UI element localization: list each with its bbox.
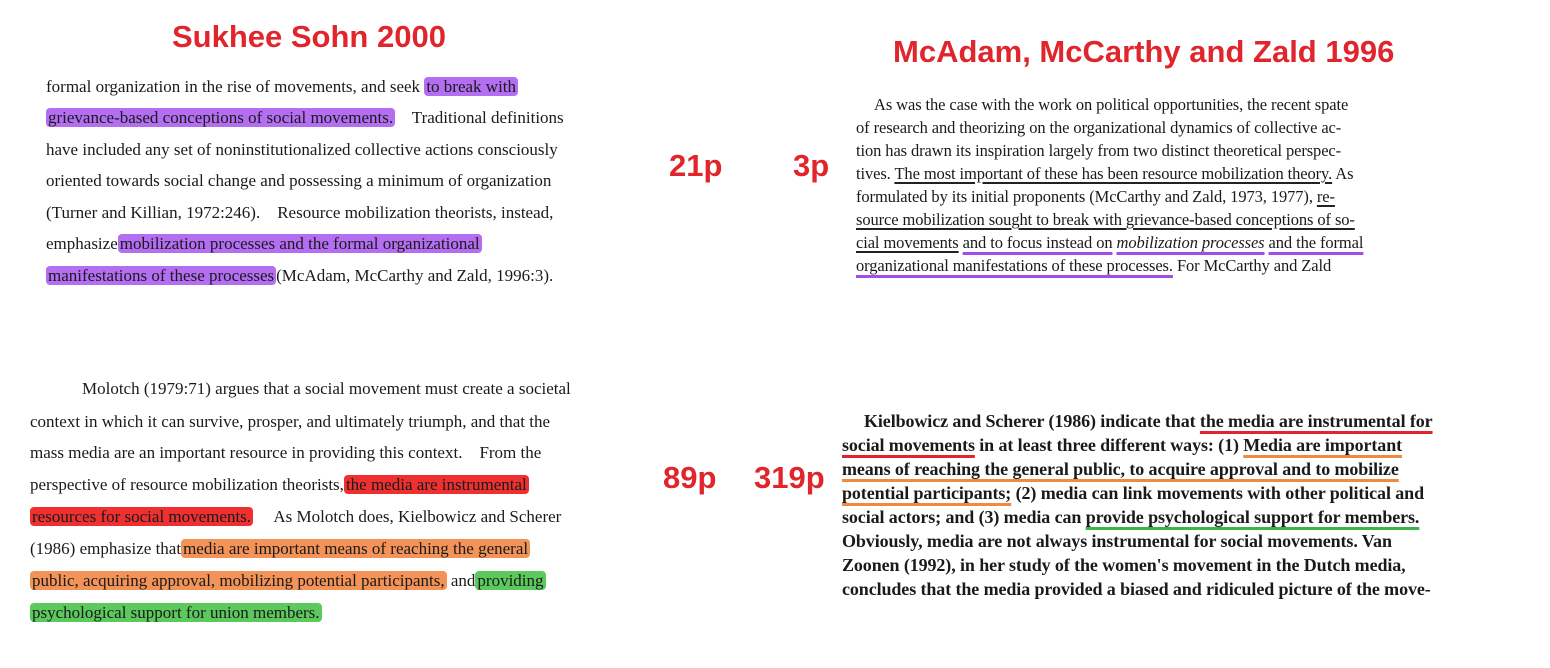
left-author-heading: Sukhee Sohn 2000 (172, 19, 446, 54)
green-highlight: providing (477, 571, 544, 590)
text-span: formulated by its initial proponents (McCarthy and Zald, 1973, 1977), (856, 187, 1313, 206)
text-span: (1986) emphasize that (30, 539, 182, 558)
text-span: Traditional definitions (411, 108, 564, 127)
text-span: emphasize (46, 234, 118, 253)
sohn-top-excerpt (46, 76, 666, 296)
purple-highlight: grievance-based conceptions of social movements. (48, 108, 394, 127)
text-line: Molotch (1979:71) argues that a social movement must create a societal (82, 379, 571, 398)
black-underline: cial movements (856, 233, 959, 252)
right-author-heading: McAdam, McCarthy and Zald 1996 (893, 34, 1395, 69)
text-line: have included any set of noninstitutionalized collective actions consciously (46, 140, 558, 159)
green-highlight: psychological support for union members. (32, 603, 320, 622)
page-label-top-right: 3p (793, 148, 830, 183)
black-underline: The most important of these has been resource mobilization theory. (894, 164, 1333, 183)
purple-underline: mobilization processes (1116, 233, 1265, 252)
text-span: As Molotch does, Kielbowicz and Scherer (273, 507, 562, 526)
kielbowicz-bottom-excerpt (842, 410, 1507, 610)
text-span: social actors; and (3) media can (842, 507, 1082, 527)
sohn-bottom-excerpt (30, 378, 660, 638)
text-line: concludes that the media provided a biased and ridiculed picture of the move- (842, 579, 1431, 599)
page-label-bottom-left: 89p (663, 460, 717, 495)
text-line: Zoonen (1992), in her study of the women's movement in the Dutch media, (842, 555, 1406, 575)
orange-underline: Media are important (1243, 435, 1403, 455)
purple-underline: and the formal (1268, 233, 1364, 252)
text-line: (Turner and Killian, 1972:246). Resource mobilization theorists, instead, (46, 203, 554, 222)
text-span: perspective of resource mobilization theorists, (30, 475, 344, 494)
text-span: Kielbowicz and Scherer (1986) indicate that (864, 411, 1196, 431)
text-line: of research and theorizing on the organizational dynamics of collective ac- (856, 118, 1342, 137)
text-span: (2) media can link movements with other political and (1015, 483, 1424, 503)
orange-highlight: media are important means of reaching the general (183, 539, 529, 558)
text-line: As was the case with the work on political opportunities, the recent spate (874, 95, 1349, 114)
red-underline: social movements (842, 435, 975, 455)
mcadam-top-excerpt (856, 94, 1476, 284)
purple-highlight: to break with (426, 77, 517, 96)
text-span: tives. (856, 164, 891, 183)
purple-highlight: manifestations of these processes (48, 266, 275, 285)
text-span: formal organization in the rise of movements, and seek (46, 77, 421, 96)
red-highlight: resources for social movements. (32, 507, 252, 526)
orange-highlight: public, acquiring approval, mobilizing potential participants, (32, 571, 445, 590)
red-underline: the media are instrumental for (1199, 411, 1433, 431)
orange-underline: potential participants; (842, 483, 1012, 503)
purple-underline: and to focus instead on (962, 233, 1113, 252)
text-line: tion has drawn its inspiration largely from two distinct theoretical perspec- (856, 141, 1342, 160)
text-line: Obviously, media are not always instrumental for social movements. Van (842, 531, 1392, 551)
text-line: context in which it can survive, prosper, and ultimately triumph, and that the (30, 412, 551, 431)
black-underline: source mobilization sought to break with grievance-based conceptions of so- (856, 210, 1355, 229)
page-label-top-left: 21p (669, 148, 723, 183)
black-underline: re- (1316, 187, 1335, 206)
text-line: oriented towards social change and possessing a minimum of organization (46, 171, 552, 190)
text-span: (McAdam, McCarthy and Zald, 1996:3). (276, 266, 554, 285)
text-span: in at least three different ways: (1) (979, 435, 1239, 455)
purple-underline: organizational manifestations of these processes. (856, 256, 1173, 275)
text-line: mass media are an important resource in providing this context. From the (30, 443, 542, 462)
text-span: As (1335, 164, 1354, 183)
text-span: and (450, 571, 476, 590)
purple-highlight: mobilization processes and the formal organizational (119, 234, 480, 253)
red-highlight: the media are instrumental (345, 475, 527, 494)
text-span: For McCarthy and Zald (1176, 256, 1332, 275)
green-underline: provide psychological support for members. (1085, 507, 1420, 527)
page-label-bottom-right: 319p (754, 460, 825, 495)
orange-underline: means of reaching the general public, to acquire approval and to mobilize (842, 459, 1399, 479)
